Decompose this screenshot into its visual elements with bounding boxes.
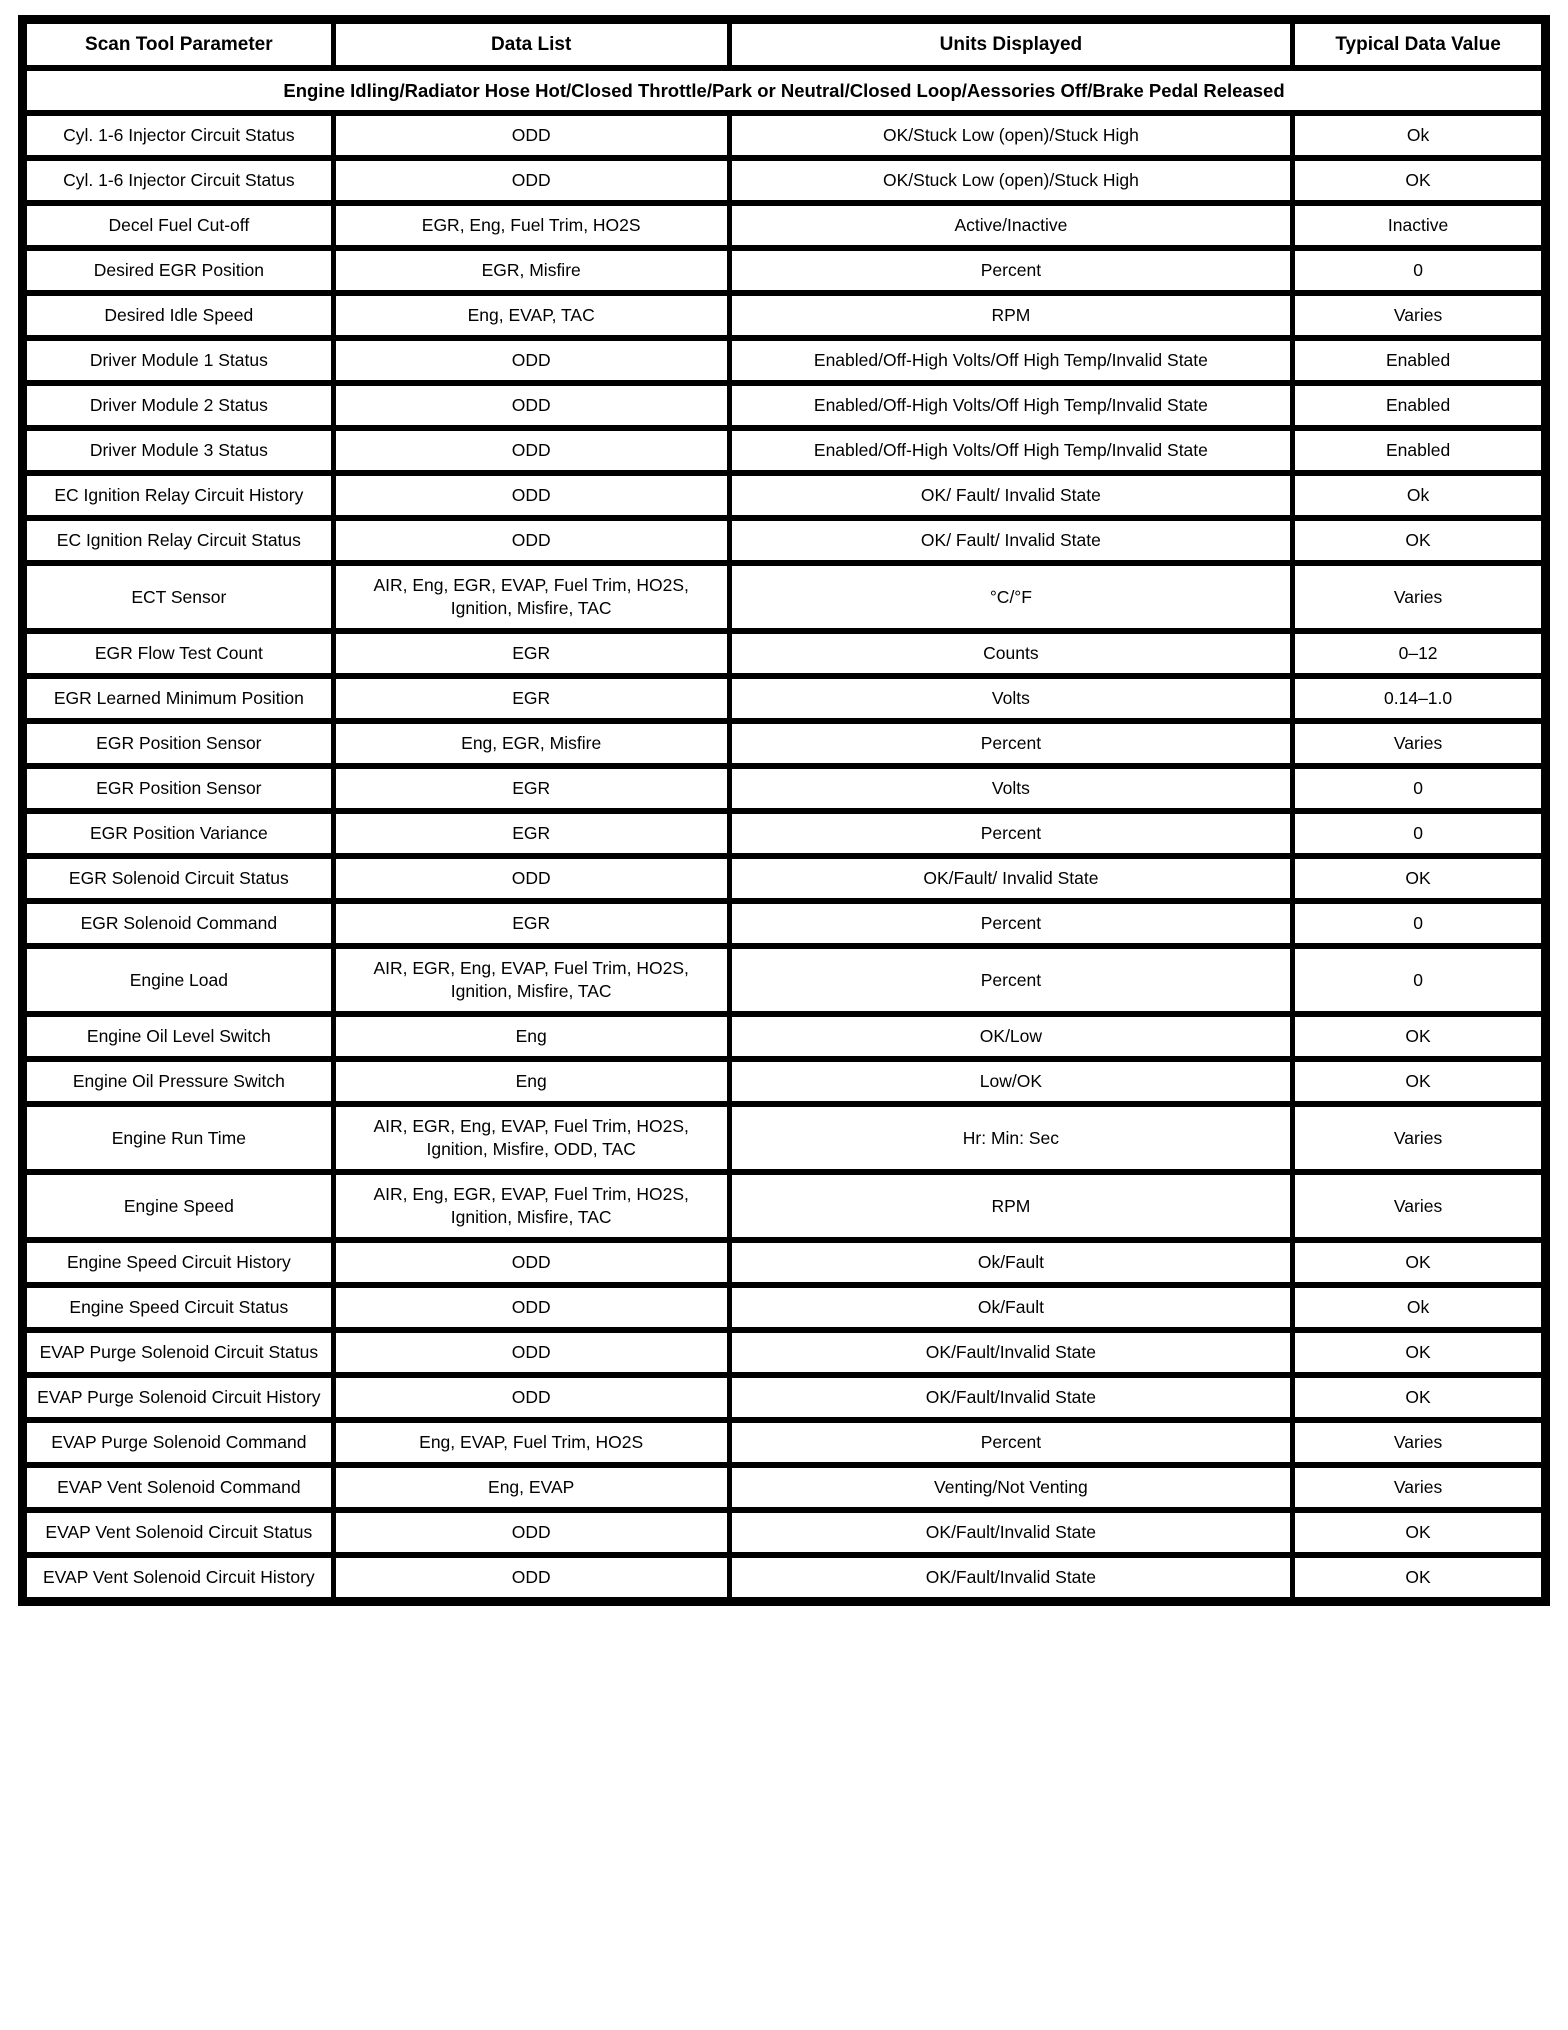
- units-cell: OK/Fault/Invalid State: [729, 1375, 1293, 1420]
- parameter-cell: Desired EGR Position: [23, 248, 334, 293]
- units-cell: Enabled/Off-High Volts/Off High Temp/Invalid State: [729, 383, 1293, 428]
- table-row: [23, 766, 1546, 811]
- table-row: [23, 338, 1546, 383]
- scan-tool-parameter-table: [18, 15, 1550, 1606]
- parameter-cell: Engine Run Time: [23, 1104, 334, 1172]
- table-row: [23, 473, 1546, 518]
- parameter-cell: Engine Oil Pressure Switch: [23, 1059, 334, 1104]
- parameter-cell: EVAP Purge Solenoid Circuit History: [23, 1375, 334, 1420]
- units-cell: Percent: [729, 811, 1293, 856]
- typical-value-cell: 0: [1293, 901, 1546, 946]
- table-row: [23, 676, 1546, 721]
- table-row: [23, 1104, 1546, 1172]
- typical-value-cell: Varies: [1293, 1465, 1546, 1510]
- data-list-cell: Eng, EVAP, TAC: [333, 293, 729, 338]
- parameter-cell: Engine Speed: [23, 1172, 334, 1240]
- units-cell: Percent: [729, 1420, 1293, 1465]
- typical-value-cell: Varies: [1293, 721, 1546, 766]
- parameter-cell: Engine Oil Level Switch: [23, 1014, 334, 1059]
- data-list-cell: AIR, Eng, EGR, EVAP, Fuel Trim, HO2S, Ignition, Misfire, TAC: [333, 563, 729, 631]
- parameter-cell: EGR Position Sensor: [23, 766, 334, 811]
- data-list-cell: Eng, EGR, Misfire: [333, 721, 729, 766]
- data-list-cell: EGR, Misfire: [333, 248, 729, 293]
- typical-value-cell: 0: [1293, 946, 1546, 1014]
- typical-value-cell: Varies: [1293, 293, 1546, 338]
- table-row: [23, 811, 1546, 856]
- col-header-typical-data-value: Typical Data Value: [1293, 20, 1546, 69]
- units-cell: OK/Fault/Invalid State: [729, 1510, 1293, 1555]
- units-cell: OK/Stuck Low (open)/Stuck High: [729, 158, 1293, 203]
- units-cell: °C/°F: [729, 563, 1293, 631]
- parameter-cell: EVAP Vent Solenoid Circuit History: [23, 1555, 334, 1602]
- units-cell: Percent: [729, 721, 1293, 766]
- parameter-cell: EGR Flow Test Count: [23, 631, 334, 676]
- parameter-cell: EVAP Vent Solenoid Command: [23, 1465, 334, 1510]
- typical-value-cell: OK: [1293, 518, 1546, 563]
- typical-value-cell: Varies: [1293, 1172, 1546, 1240]
- data-list-cell: Eng, EVAP: [333, 1465, 729, 1510]
- units-cell: Active/Inactive: [729, 203, 1293, 248]
- typical-value-cell: OK: [1293, 856, 1546, 901]
- data-list-cell: EGR: [333, 631, 729, 676]
- units-cell: Percent: [729, 248, 1293, 293]
- typical-value-cell: 0: [1293, 248, 1546, 293]
- test-condition-banner: Engine Idling/Radiator Hose Hot/Closed Throttle/Park or Neutral/Closed Loop/Aessories Off/Brake Pedal Released: [23, 68, 1546, 113]
- typical-value-cell: OK: [1293, 1375, 1546, 1420]
- table-row: [23, 428, 1546, 473]
- data-list-cell: EGR: [333, 676, 729, 721]
- units-cell: RPM: [729, 1172, 1293, 1240]
- typical-value-cell: Varies: [1293, 1104, 1546, 1172]
- test-condition-row: [23, 68, 1546, 113]
- table-row: [23, 901, 1546, 946]
- table-row: [23, 1420, 1546, 1465]
- parameter-cell: EGR Position Variance: [23, 811, 334, 856]
- data-list-cell: ODD: [333, 158, 729, 203]
- data-list-cell: AIR, EGR, Eng, EVAP, Fuel Trim, HO2S, Ignition, Misfire, ODD, TAC: [333, 1104, 729, 1172]
- units-cell: Volts: [729, 676, 1293, 721]
- units-cell: Volts: [729, 766, 1293, 811]
- parameter-cell: EC Ignition Relay Circuit Status: [23, 518, 334, 563]
- table-row: [23, 113, 1546, 158]
- typical-value-cell: OK: [1293, 1240, 1546, 1285]
- typical-value-cell: OK: [1293, 1510, 1546, 1555]
- units-cell: Ok/Fault: [729, 1285, 1293, 1330]
- table-row: [23, 1510, 1546, 1555]
- typical-value-cell: OK: [1293, 1059, 1546, 1104]
- data-list-cell: ODD: [333, 1285, 729, 1330]
- parameter-cell: EVAP Purge Solenoid Command: [23, 1420, 334, 1465]
- typical-value-cell: 0–12: [1293, 631, 1546, 676]
- typical-value-cell: Ok: [1293, 1285, 1546, 1330]
- typical-value-cell: Inactive: [1293, 203, 1546, 248]
- data-list-cell: Eng, EVAP, Fuel Trim, HO2S: [333, 1420, 729, 1465]
- parameter-cell: EVAP Vent Solenoid Circuit Status: [23, 1510, 334, 1555]
- table-row: [23, 856, 1546, 901]
- typical-value-cell: Enabled: [1293, 428, 1546, 473]
- data-list-cell: EGR: [333, 766, 729, 811]
- units-cell: Ok/Fault: [729, 1240, 1293, 1285]
- units-cell: Low/OK: [729, 1059, 1293, 1104]
- units-cell: Enabled/Off-High Volts/Off High Temp/Invalid State: [729, 338, 1293, 383]
- table-row: [23, 293, 1546, 338]
- data-list-cell: ODD: [333, 1510, 729, 1555]
- typical-value-cell: 0.14–1.0: [1293, 676, 1546, 721]
- typical-value-cell: Enabled: [1293, 383, 1546, 428]
- parameter-cell: Driver Module 1 Status: [23, 338, 334, 383]
- parameter-cell: EC Ignition Relay Circuit History: [23, 473, 334, 518]
- table-row: [23, 1240, 1546, 1285]
- table-row: [23, 1014, 1546, 1059]
- parameter-cell: EGR Solenoid Command: [23, 901, 334, 946]
- col-header-data-list: Data List: [333, 20, 729, 69]
- typical-value-cell: 0: [1293, 766, 1546, 811]
- table-row: [23, 203, 1546, 248]
- units-cell: Venting/Not Venting: [729, 1465, 1293, 1510]
- typical-value-cell: Enabled: [1293, 338, 1546, 383]
- col-header-scan-tool-parameter: Scan Tool Parameter: [23, 20, 334, 69]
- typical-value-cell: Varies: [1293, 1420, 1546, 1465]
- table-row: [23, 1465, 1546, 1510]
- data-list-cell: ODD: [333, 856, 729, 901]
- data-list-cell: Eng: [333, 1059, 729, 1104]
- parameter-cell: EGR Learned Minimum Position: [23, 676, 334, 721]
- data-list-cell: ODD: [333, 1375, 729, 1420]
- typical-value-cell: OK: [1293, 1014, 1546, 1059]
- units-cell: OK/Stuck Low (open)/Stuck High: [729, 113, 1293, 158]
- parameter-cell: Desired Idle Speed: [23, 293, 334, 338]
- table-row: [23, 158, 1546, 203]
- parameter-cell: Engine Speed Circuit Status: [23, 1285, 334, 1330]
- parameter-cell: EVAP Purge Solenoid Circuit Status: [23, 1330, 334, 1375]
- table-row: [23, 383, 1546, 428]
- data-list-cell: ODD: [333, 473, 729, 518]
- table-row: [23, 946, 1546, 1014]
- typical-value-cell: Varies: [1293, 563, 1546, 631]
- parameter-cell: Driver Module 3 Status: [23, 428, 334, 473]
- data-list-cell: EGR, Eng, Fuel Trim, HO2S: [333, 203, 729, 248]
- table-row: [23, 1555, 1546, 1602]
- data-list-cell: ODD: [333, 1330, 729, 1375]
- table-row: [23, 1330, 1546, 1375]
- typical-value-cell: OK: [1293, 1555, 1546, 1602]
- typical-value-cell: OK: [1293, 158, 1546, 203]
- table-body: [23, 113, 1546, 1602]
- table-row: [23, 563, 1546, 631]
- table-row: [23, 721, 1546, 766]
- data-list-cell: ODD: [333, 1555, 729, 1602]
- units-cell: RPM: [729, 293, 1293, 338]
- data-list-cell: Eng: [333, 1014, 729, 1059]
- typical-value-cell: 0: [1293, 811, 1546, 856]
- data-list-cell: EGR: [333, 811, 729, 856]
- parameter-cell: Cyl. 1-6 Injector Circuit Status: [23, 158, 334, 203]
- header-row: [23, 20, 1546, 69]
- units-cell: OK/Fault/Invalid State: [729, 1555, 1293, 1602]
- data-list-cell: AIR, Eng, EGR, EVAP, Fuel Trim, HO2S, Ignition, Misfire, TAC: [333, 1172, 729, 1240]
- table-row: [23, 1172, 1546, 1240]
- table-row: [23, 1059, 1546, 1104]
- parameter-cell: ECT Sensor: [23, 563, 334, 631]
- typical-value-cell: Ok: [1293, 473, 1546, 518]
- data-list-cell: ODD: [333, 383, 729, 428]
- parameter-cell: Engine Load: [23, 946, 334, 1014]
- parameter-cell: EGR Solenoid Circuit Status: [23, 856, 334, 901]
- parameter-cell: Driver Module 2 Status: [23, 383, 334, 428]
- data-list-cell: ODD: [333, 338, 729, 383]
- table-row: [23, 631, 1546, 676]
- units-cell: Hr: Min: Sec: [729, 1104, 1293, 1172]
- units-cell: OK/ Fault/ Invalid State: [729, 518, 1293, 563]
- parameter-cell: Engine Speed Circuit History: [23, 1240, 334, 1285]
- table-row: [23, 518, 1546, 563]
- data-list-cell: ODD: [333, 518, 729, 563]
- col-header-units-displayed: Units Displayed: [729, 20, 1293, 69]
- parameter-cell: Decel Fuel Cut-off: [23, 203, 334, 248]
- data-list-cell: AIR, EGR, Eng, EVAP, Fuel Trim, HO2S, Ignition, Misfire, TAC: [333, 946, 729, 1014]
- units-cell: Counts: [729, 631, 1293, 676]
- units-cell: Percent: [729, 946, 1293, 1014]
- table-row: [23, 248, 1546, 293]
- table-row: [23, 1285, 1546, 1330]
- typical-value-cell: OK: [1293, 1330, 1546, 1375]
- data-list-cell: ODD: [333, 1240, 729, 1285]
- units-cell: OK/Low: [729, 1014, 1293, 1059]
- parameter-cell: EGR Position Sensor: [23, 721, 334, 766]
- units-cell: OK/Fault/ Invalid State: [729, 856, 1293, 901]
- units-cell: OK/ Fault/ Invalid State: [729, 473, 1293, 518]
- data-list-cell: ODD: [333, 113, 729, 158]
- units-cell: Enabled/Off-High Volts/Off High Temp/Invalid State: [729, 428, 1293, 473]
- units-cell: Percent: [729, 901, 1293, 946]
- parameter-cell: Cyl. 1-6 Injector Circuit Status: [23, 113, 334, 158]
- typical-value-cell: Ok: [1293, 113, 1546, 158]
- data-list-cell: ODD: [333, 428, 729, 473]
- units-cell: OK/Fault/Invalid State: [729, 1330, 1293, 1375]
- data-list-cell: EGR: [333, 901, 729, 946]
- table-row: [23, 1375, 1546, 1420]
